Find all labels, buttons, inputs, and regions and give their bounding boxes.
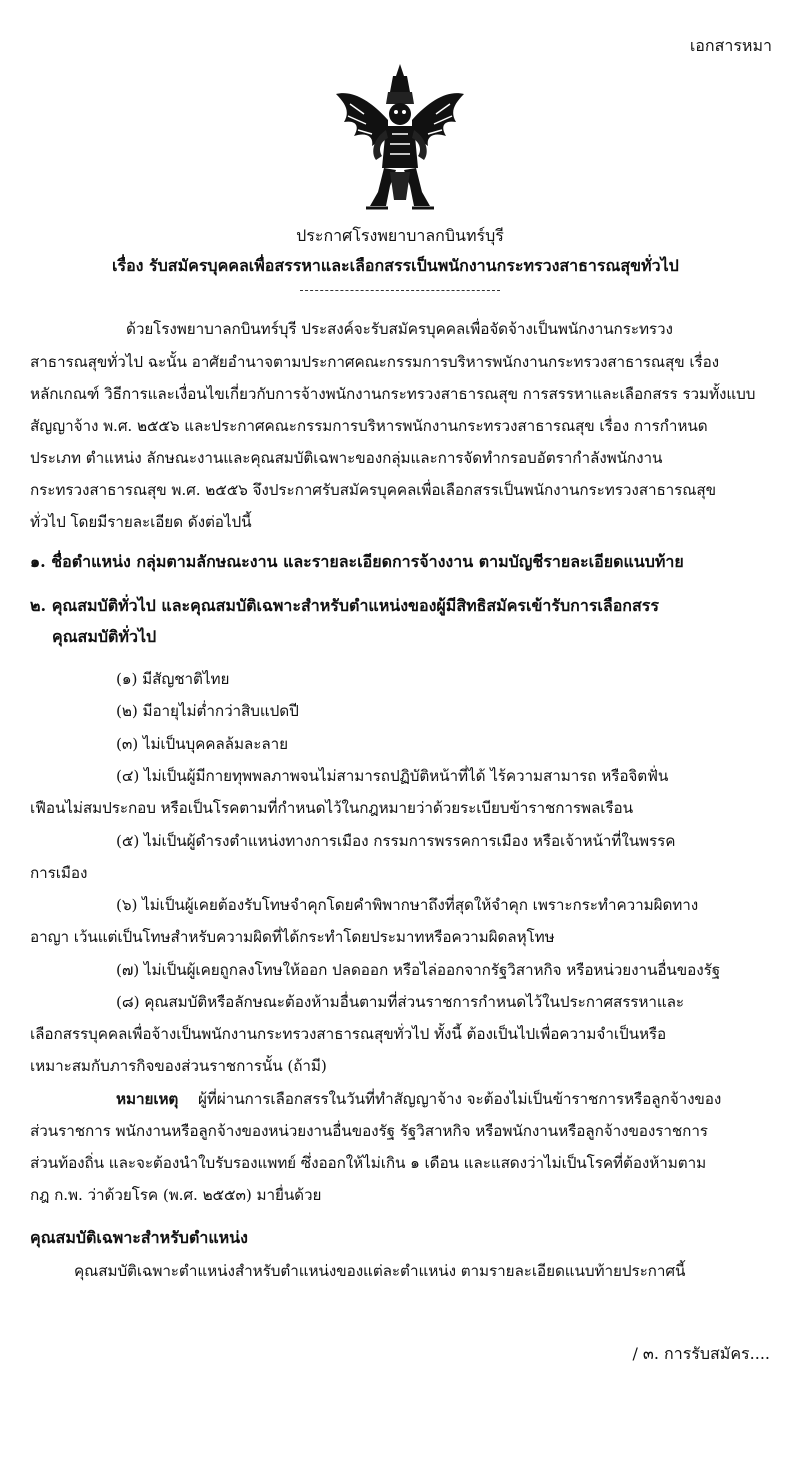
qualification-item: (๗) ไม่เป็นผู้เคยถูกลงโทษให้ออก ปลดออก หรือไล่ออกจากรัฐวิสาหกิจ หรือหน่วยงานอื่นของรัฐ <box>116 961 721 979</box>
garuda-emblem-icon <box>330 60 470 220</box>
qualification-item: (๓) ไม่เป็นบุคคลล้มละลาย <box>116 735 288 753</box>
section-1-heading: ๑. ชื่อตำแหน่ง กลุ่มตามลักษณะงาน และรายละเอียดการจ้างงาน ตามบัญชีรายละเอียดแนบท้าย <box>30 552 684 571</box>
specific-qualifications-text: คุณสมบัติเฉพาะตำแหน่งสำหรับตำแหน่งของแต่ละตำแหน่ง ตามรายละเอียดแนบท้ายประกาศนี้ <box>74 1262 686 1280</box>
document-tag: เอกสารหมา <box>689 36 772 55</box>
qualification-item-cont: การเมือง <box>30 864 88 882</box>
intro-line: ด้วยโรงพยาบาลกบินทร์บุรี ประสงค์จะรับสมัครบุคคลเพื่อจัดจ้างเป็นพนักงานกระทรวง <box>126 320 673 338</box>
qualification-item-cont: อาญา เว้นแต่เป็นโทษสำหรับความผิดที่ได้กระทำโดยประมาทหรือความผิดลหุโทษ <box>30 928 555 946</box>
remark-line: ส่วนท้องถิ่น และจะต้องนำใบรับรองแพทย์ ซึ่งออกให้ไม่เกิน ๑ เดือน และแสดงว่าไม่เป็นโรคที่ต้องห้ามตาม <box>30 1154 707 1172</box>
intro-line: กระทรวงสาธารณสุข พ.ศ. ๒๕๕๖ จึงประกาศรับสมัครบุคคลเพื่อเลือกสรรเป็นพนักงานกระทรวงสาธารณสุข <box>30 481 716 499</box>
qualification-item: (๕) ไม่เป็นผู้ดำรงตำแหน่งทางการเมือง กรรมการพรรคการเมือง หรือเจ้าหน้าที่ในพรรค <box>116 832 676 850</box>
title-divider <box>300 290 500 291</box>
qualification-item-cont: เหมาะสมกับภารกิจของส่วนราชการนั้น (ถ้ามี) <box>30 1057 327 1075</box>
qualification-item: (๑) มีสัญชาติไทย <box>116 670 230 688</box>
qualification-item: (๒) มีอายุไม่ต่ำกว่าสิบแปดปี <box>116 702 299 720</box>
general-qualifications-heading: คุณสมบัติทั่วไป <box>52 627 157 646</box>
announcement-title: ประกาศโรงพยาบาลกบินทร์บุรี <box>296 226 504 245</box>
intro-line: หลักเกณฑ์ วิธีการและเงื่อนไขเกี่ยวกับการจ้างพนักงานกระทรวงสาธารณสุข การสรรหาและเลือกสรร รวมทั้งแบบ <box>30 385 756 403</box>
remark-line: ส่วนราชการ พนักงานหรือลูกจ้างของหน่วยงานอื่นของรัฐ รัฐวิสาหกิจ หรือพนักงานหรือลูกจ้างของราชการ <box>30 1122 708 1140</box>
qualification-item: (๖) ไม่เป็นผู้เคยต้องรับโทษจำคุกโดยคำพิพากษาถึงที่สุดให้จำคุก เพราะกระทำความผิดทาง <box>116 896 699 914</box>
remark-line: ผู้ที่ผ่านการเลือกสรรในวันที่ทำสัญญาจ้าง จะต้องไม่เป็นข้าราชการหรือลูกจ้างของ <box>198 1090 722 1108</box>
intro-line: ประเภท ตำแหน่ง ลักษณะงานและคุณสมบัติเฉพาะของกลุ่มและการจัดทำกรอบอัตรากำลังพนักงาน <box>30 449 663 467</box>
intro-line: สัญญาจ้าง พ.ศ. ๒๕๕๖ และประกาศคณะกรรมการบริหารพนักงานกระทรวงสาธารณสุข เรื่อง การกำหนด <box>30 417 708 435</box>
continuation-footer: / ๓. การรับสมัคร.... <box>632 1344 770 1363</box>
specific-qualifications-heading: คุณสมบัติเฉพาะสำหรับตำแหน่ง <box>30 1228 248 1247</box>
qualification-item-cont: เลือกสรรบุคคลเพื่อจ้างเป็นพนักงานกระทรวงสาธารณสุขทั่วไป ทั้งนี้ ต้องเป็นไปเพื่อความจำเป็นหรือ <box>30 1025 667 1043</box>
intro-line: ทั่วไป โดยมีรายละเอียด ดังต่อไปนี้ <box>30 513 252 531</box>
remark-line: กฎ ก.พ. ว่าด้วยโรค (พ.ศ. ๒๕๕๓) มายื่นด้วย <box>30 1186 322 1204</box>
remark-label: หมายเหตุ <box>116 1090 179 1108</box>
announcement-subject: เรื่อง รับสมัครบุคคลเพื่อสรรหาและเลือกสรรเป็นพนักงานกระทรวงสาธารณสุขทั่วไป <box>112 256 679 275</box>
qualification-item: (๔) ไม่เป็นผู้มีกายทุพพลภาพจนไม่สามารถปฏิบัติหน้าที่ได้ ไร้ความสามารถ หรือจิตฟั่น <box>116 767 669 785</box>
qualification-item: (๘) คุณสมบัติหรือลักษณะต้องห้ามอื่นตามที่ส่วนราชการกำหนดไว้ในประกาศสรรหาและ <box>116 993 685 1011</box>
intro-line: สาธารณสุขทั่วไป ฉะนั้น อาศัยอำนาจตามประกาศคณะกรรมการบริหารพนักงานกระทรวงสาธารณสุข เรื่อง <box>30 353 720 371</box>
qualification-item-cont: เฟือนไม่สมประกอบ หรือเป็นโรคตามที่กำหนดไว้ในกฎหมายว่าด้วยระเบียบข้าราชการพลเรือน <box>30 799 633 817</box>
section-2-heading: ๒. คุณสมบัติทั่วไป และคุณสมบัติเฉพาะสำหรับตำแหน่งของผู้มีสิทธิสมัครเข้ารับการเลือกสรร <box>30 596 659 615</box>
